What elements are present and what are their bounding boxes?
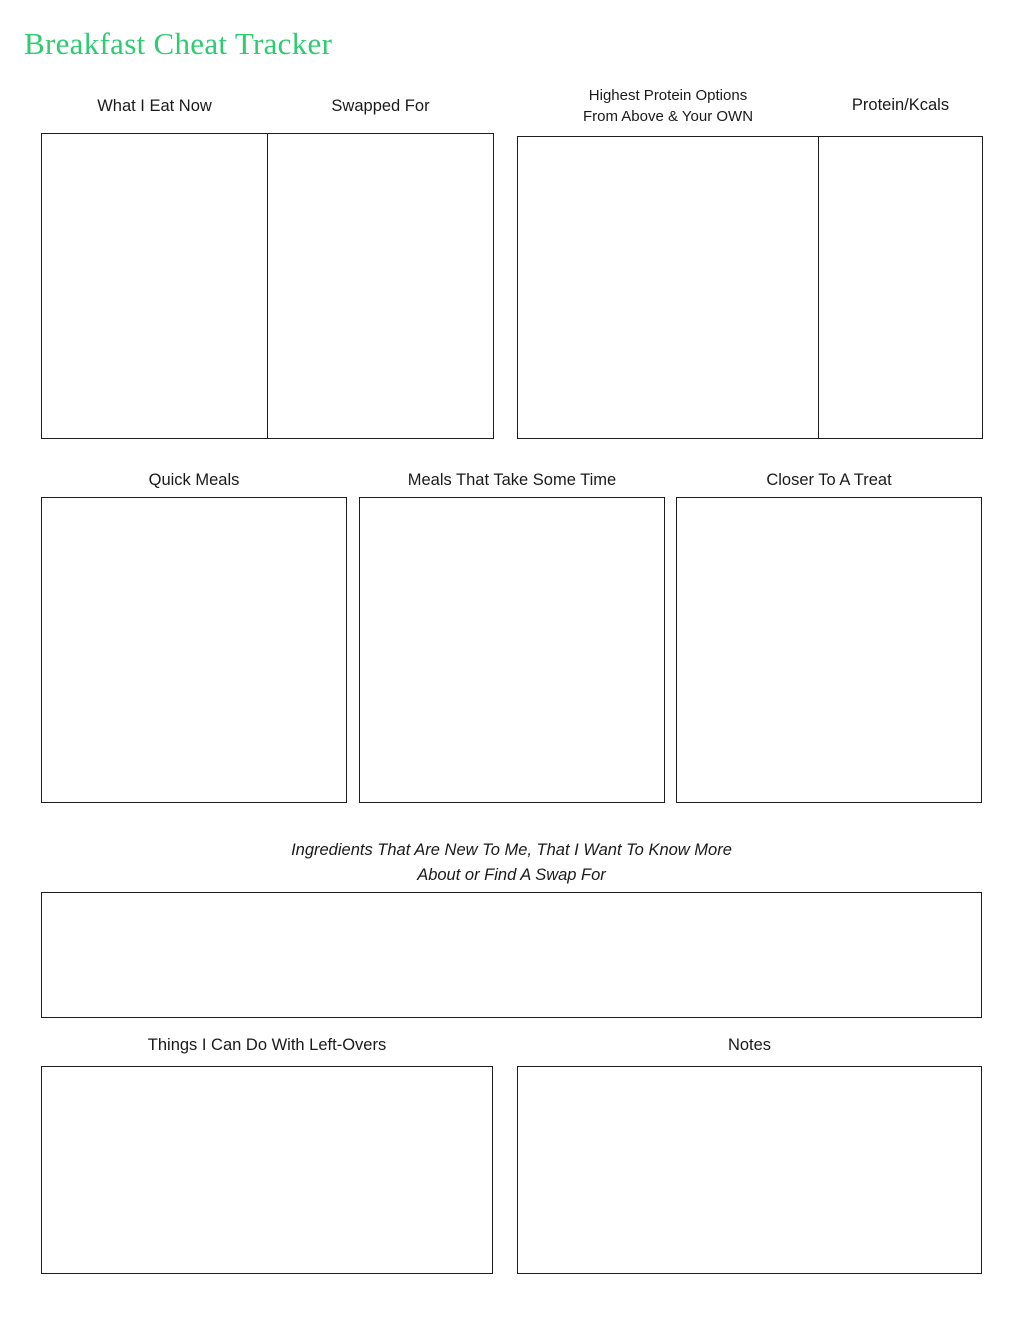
header-new-ingredients-line1: Ingredients That Are New To Me, That I Want To Know More <box>291 841 732 859</box>
header-highest-protein-options-line1: Highest Protein Options <box>588 87 748 104</box>
header-notes: Notes <box>727 1036 772 1054</box>
header-protein-kcals: Protein/Kcals <box>851 96 950 114</box>
field-new-ingredients[interactable] <box>41 892 982 1018</box>
field-swapped-for[interactable] <box>267 133 494 439</box>
field-what-i-eat-now[interactable] <box>41 133 268 439</box>
header-swapped-for: Swapped For <box>331 97 430 115</box>
field-left-overs[interactable] <box>41 1066 493 1274</box>
field-protein-kcals[interactable] <box>818 136 983 439</box>
header-things-i-can-do-with-left-overs: Things I Can Do With Left-Overs <box>147 1036 387 1054</box>
header-new-ingredients-line2: About or Find A Swap For <box>417 866 606 884</box>
field-closer-to-a-treat[interactable] <box>676 497 982 803</box>
field-notes[interactable] <box>517 1066 982 1274</box>
page-title: Breakfast Cheat Tracker <box>24 26 333 61</box>
header-closer-to-a-treat: Closer To A Treat <box>766 471 892 489</box>
header-what-i-eat-now: What I Eat Now <box>97 97 212 115</box>
header-meals-that-take-some-time: Meals That Take Some Time <box>407 471 617 489</box>
field-meals-that-take-some-time[interactable] <box>359 497 665 803</box>
header-highest-protein-options-line2: From Above & Your OWN <box>582 108 754 125</box>
header-quick-meals: Quick Meals <box>148 471 240 489</box>
field-highest-protein-options[interactable] <box>517 136 819 439</box>
field-quick-meals[interactable] <box>41 497 347 803</box>
